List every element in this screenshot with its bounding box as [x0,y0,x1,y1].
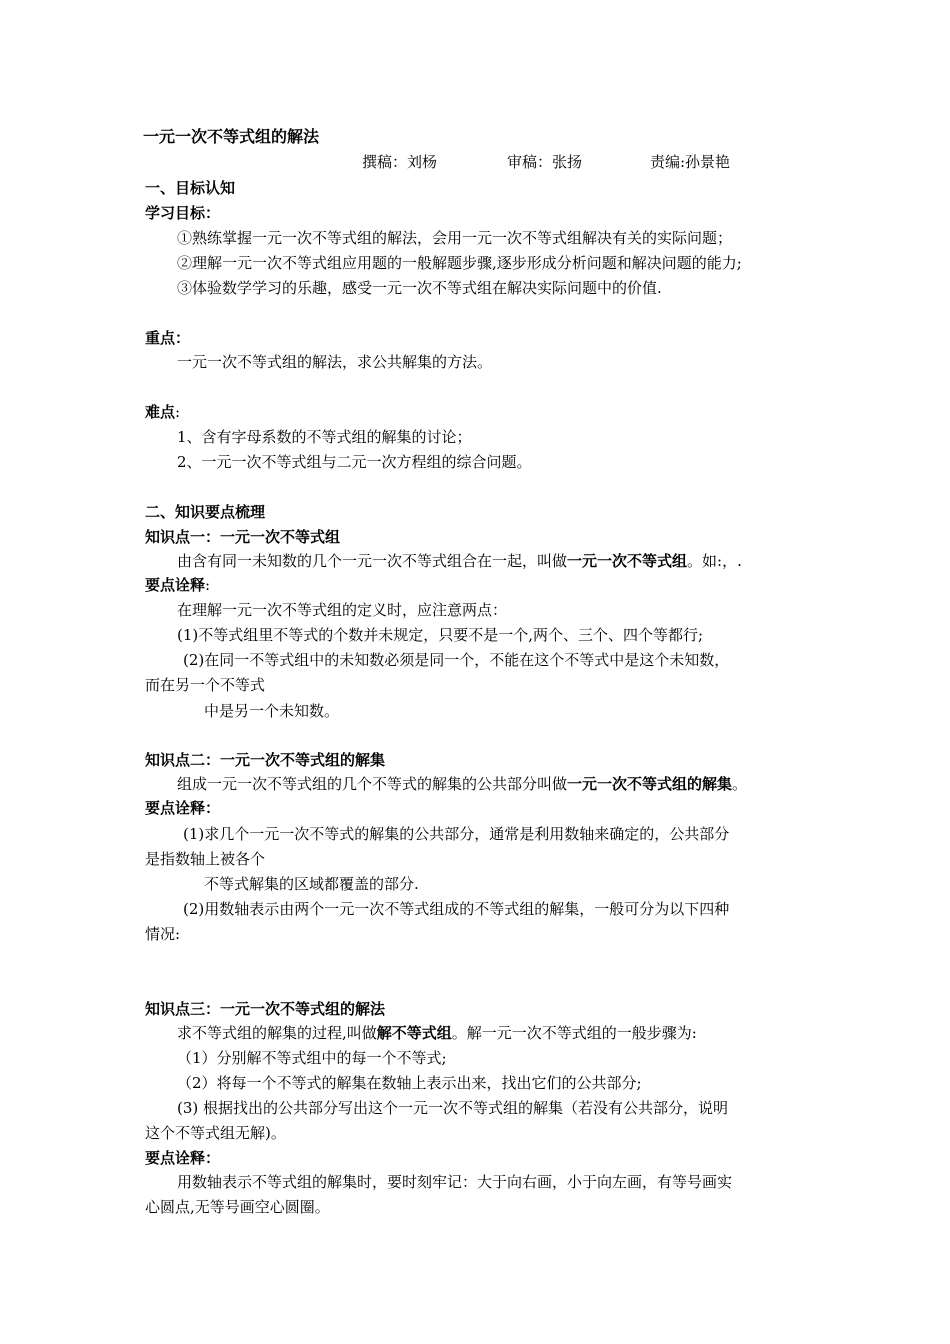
knowledge-point-3-definition: 求不等式组的解集的过程,叫做解不等式组。解一元一次不等式组的一般步骤为: [177,1024,697,1042]
knowledge-point-2-heading: 知识点二：一元一次不等式组的解集 [145,751,386,769]
reviewer-credit: 审稿：张扬 [507,153,583,171]
explanation-label: 要点诠释： [145,1149,221,1167]
knowledge-point-1-definition: 由含有同一未知数的几个一元一次不等式组合在一起，叫做一元一次不等式组。如:，. [177,552,742,570]
editor-credit: 责编:孙景艳 [650,153,731,171]
key-points-text: 一元一次不等式组的解法，求公共解集的方法。 [177,353,493,371]
explanation-line: 是指数轴上被各个 [145,850,266,868]
explanation-line: 在理解一元一次不等式组的定义时，应注意两点： [177,601,508,619]
step-item: （1）分别解不等式组中的每一个不等式; [177,1049,447,1067]
explanation-line: (1)不等式组里不等式的个数并未规定，只要不是一个,两个、三个、四个等都行; [177,626,704,644]
explanation-line: 而在另一个不等式 [145,676,266,694]
explanation-line: (1)求几个一元一次不等式的解集的公共部分，通常是利用数轴来确定的，公共部分 [183,825,730,843]
goal-item: ③体验数学学习的乐趣，感受一元一次不等式组在解决实际问题中的价值. [177,279,662,297]
step-item: 这个不等式组无解)。 [145,1124,286,1142]
step-item: (3) 根据找出的公共部分写出这个一元一次不等式组的解集（若没有公共部分，说明 [177,1099,729,1117]
difficult-item: 2、一元一次不等式组与二元一次方程组的综合问题。 [177,453,532,471]
section-heading-knowledge: 二、知识要点梳理 [145,503,266,521]
learning-goals-label: 学习目标： [145,204,221,222]
page-title: 一元一次不等式组的解法 [143,127,320,146]
knowledge-point-2-definition: 组成一元一次不等式组的几个不等式的解集的公共部分叫做一元一次不等式组的解集。 [177,775,748,793]
author-credit: 撰稿：刘杨 [362,153,438,171]
difficult-item: 1、含有字母系数的不等式组的解集的讨论； [177,428,472,446]
key-points-label: 重点： [145,329,191,347]
explanation-label: 要点诠释: [145,576,211,594]
knowledge-point-3-heading: 知识点三：一元一次不等式组的解法 [145,1000,386,1018]
goal-item: ②理解一元一次不等式组应用题的一般解题步骤,逐步形成分析问题和解决问题的能力; [177,254,742,272]
explanation-line: 不等式解集的区域都覆盖的部分. [204,875,419,893]
explanation-line: 心圆点,无等号画空心圆圈。 [145,1198,330,1216]
explanation-line: 用数轴表示不等式组的解集时，要时刻牢记：大于向右画，小于向左画，有等号画实 [177,1173,733,1191]
knowledge-point-1-heading: 知识点一：一元一次不等式组 [145,528,341,546]
explanation-line: 情况: [145,925,181,943]
explanation-line: 中是另一个未知数。 [204,702,340,720]
goal-item: ①熟练掌握一元一次不等式组的解法，会用一元一次不等式组解决有关的实际问题； [177,229,733,247]
step-item: （2）将每一个不等式的解集在数轴上表示出来，找出它们的公共部分; [177,1074,642,1092]
explanation-line: (2)用数轴表示由两个一元一次不等式组成的不等式组的解集，一般可分为以下四种 [183,900,730,918]
section-heading-goals: 一、目标认知 [145,179,236,197]
explanation-label: 要点诠释： [145,799,221,817]
difficult-points-label: 难点: [145,403,181,421]
explanation-line: (2)在同一不等式组中的未知数必须是同一个，不能在这个不等式中是这个未知数， [183,651,730,669]
